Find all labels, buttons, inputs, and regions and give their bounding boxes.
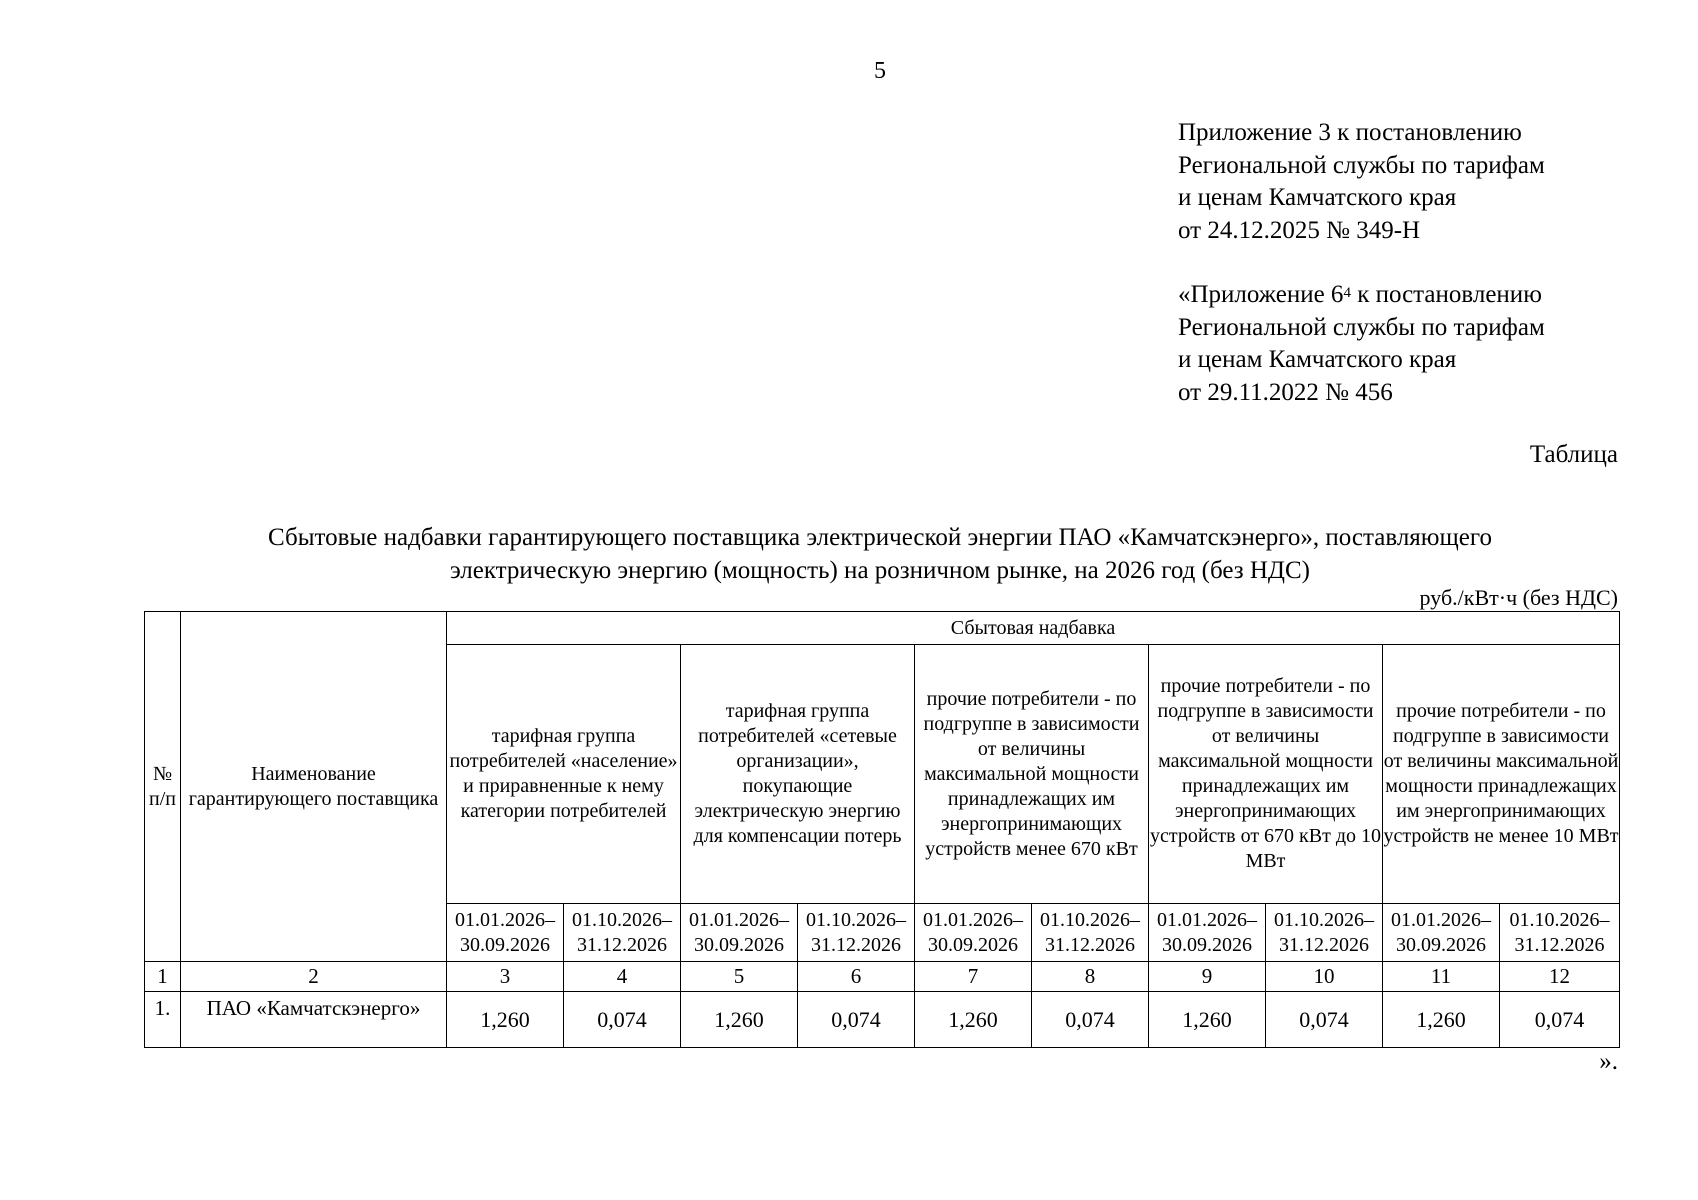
document-title-line-2: электрическую энергию (мощность) на розничном рынке, на 2026 год (без НДС) [450, 557, 1310, 584]
period-end: 31.12.2026 [577, 933, 667, 956]
closing-quote: ». [1599, 1048, 1618, 1075]
period-start: 01.10.2026– [806, 908, 906, 931]
value-cell: 0,074 [1032, 992, 1149, 1048]
period-cell [1383, 904, 1500, 962]
column-index-cell: 7 [915, 962, 1032, 992]
column-index-cell: 12 [1500, 962, 1620, 992]
annex-6-line-3: и ценам Камчатского края [1178, 346, 1457, 373]
header-group-cell: тарифная группа потребителей «население» и приравненные к нему категории потребителей [447, 645, 681, 904]
period-cell [1500, 904, 1620, 962]
period-end: 30.09.2026 [460, 933, 550, 956]
annex-6-superscript: 4 [1343, 285, 1351, 301]
header-group-cell: тарифная группа потребителей «сетевые организации», покупающие электрическую энергию для компенсации потерь [681, 645, 915, 904]
period-start: 01.01.2026– [923, 908, 1023, 931]
table-caption: Таблица [1529, 441, 1618, 468]
annex-3-line-4: от 24.12.2025 № 349-Н [1178, 216, 1421, 244]
period-start: 01.10.2026– [1274, 908, 1374, 931]
annex-3-line-3: и ценам Камчатского края [1178, 184, 1457, 211]
period-cell [1032, 904, 1149, 962]
header-number-cell: № п/п [145, 612, 181, 962]
period-cell [447, 904, 564, 962]
value-cell: 1,260 [1149, 992, 1266, 1048]
value-cell: 0,074 [564, 992, 681, 1048]
column-index-cell: 8 [1032, 962, 1149, 992]
period-cell [915, 904, 1032, 962]
value-cell: 1,260 [1383, 992, 1500, 1048]
period-start: 01.10.2026– [572, 908, 672, 931]
column-index-cell: 1 [145, 962, 181, 992]
period-start: 01.01.2026– [1391, 908, 1491, 931]
table-row [145, 992, 1620, 1048]
annex-6-prefix: «Приложение 6 [1178, 281, 1344, 308]
header-row-top [145, 612, 1620, 645]
value-cell: 1,260 [447, 992, 564, 1048]
period-start: 01.01.2026– [455, 908, 555, 931]
value-cell: 1,260 [681, 992, 798, 1048]
annex-6-line-4: от 29.11.2022 № 456 [1178, 378, 1393, 406]
document-title-line-1: Сбытовые надбавки гарантирующего поставщика электрической энергии ПАО «Камчатскэнерго», поставляющего [268, 524, 1492, 551]
row-number-cell: 1. [145, 992, 181, 1048]
value-cell: 0,074 [1500, 992, 1620, 1048]
annex-6-line-2: Региональной службы по тарифам [1178, 313, 1545, 341]
document-title [140, 521, 1620, 587]
column-index-cell: 10 [1266, 962, 1383, 992]
period-end: 30.09.2026 [928, 933, 1018, 956]
annex-6-suffix: к постановлению [1350, 281, 1542, 308]
column-index-cell: 6 [798, 962, 915, 992]
period-end: 31.12.2026 [1279, 933, 1369, 956]
header-group-cell: прочие потребители - по подгруппе в зависимости от величины максимальной мощности принадлежащих им энергопринимающих устройств от 670 кВт до 10 МВт [1149, 645, 1383, 904]
header-supplier-name-cell: Наименование гарантирующего поставщика [181, 612, 447, 962]
column-index-row [145, 962, 1620, 992]
column-index-cell: 11 [1383, 962, 1500, 992]
annex-3-reference [1178, 117, 1545, 247]
period-end: 30.09.2026 [1162, 933, 1252, 956]
period-end: 30.09.2026 [694, 933, 784, 956]
period-end: 31.12.2026 [1514, 933, 1605, 956]
annex-6-line-1 [1178, 279, 1545, 312]
period-end: 31.12.2026 [811, 933, 901, 956]
period-end: 30.09.2026 [1396, 933, 1486, 956]
value-cell: 0,074 [1266, 992, 1383, 1048]
period-end: 31.12.2026 [1045, 933, 1135, 956]
page-number: 5 [874, 58, 886, 84]
annex-6-reference [1178, 279, 1545, 409]
annex-3-line-2: Региональной службы по тарифам [1178, 151, 1545, 179]
column-index-cell: 5 [681, 962, 798, 992]
value-cell: 0,074 [798, 992, 915, 1048]
unit-label: руб./кВт·ч (без НДС) [1419, 585, 1618, 610]
header-group-cell: прочие потребители - по подгруппе в зависимости от величины максимальной мощности принадлежащих им энергопринимающих устройств не менее 10 МВт [1383, 645, 1620, 904]
tariff-table [144, 611, 1620, 1048]
period-start: 01.01.2026– [689, 908, 789, 931]
period-start: 01.10.2026– [1040, 908, 1140, 931]
period-cell [798, 904, 915, 962]
column-index-cell: 9 [1149, 962, 1266, 992]
column-index-cell: 2 [181, 962, 447, 992]
value-cell: 1,260 [915, 992, 1032, 1048]
period-cell [1149, 904, 1266, 962]
supplier-name-cell: ПАО «Камчатскэнерго» [181, 992, 447, 1048]
column-index-cell: 3 [447, 962, 564, 992]
header-group-cell: прочие потребители - по подгруппе в зависимости от величины максимальной мощности принадлежащих им энергопринимающих устройств менее 670 кВт [915, 645, 1149, 904]
period-cell [564, 904, 681, 962]
column-index-cell: 4 [564, 962, 681, 992]
annex-3-line-1: Приложение 3 к постановлению [1178, 119, 1522, 146]
period-cell [681, 904, 798, 962]
header-markup-cell: Сбытовая надбавка [447, 612, 1620, 645]
period-start: 01.10.2026– [1509, 908, 1610, 931]
period-cell [1266, 904, 1383, 962]
period-start: 01.01.2026– [1157, 908, 1257, 931]
